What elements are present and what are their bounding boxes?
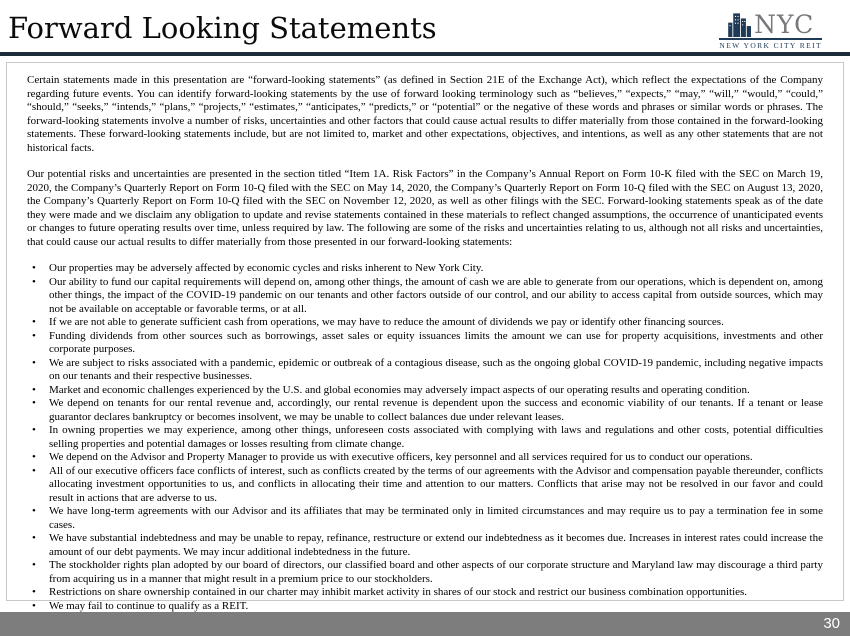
logo-top — [727, 10, 814, 37]
risk-bullet-item: • We depend on tenants for our rental revenue and, accordingly, our rental revenue is dependent upon the success and economic viability of our tenants. If a tenant or lease guarantor declares bankruptcy or becomes insolvent, we may be unable to collect balances due under relevant leases. — [27, 397, 823, 424]
risk-bullet-item: • We may fail to continue to qualify as a REIT. — [27, 600, 823, 614]
risk-bullet-item: • Funding dividends from other sources such as borrowings, asset sales or equity issuances limits the amount we can use for property acquisitions, investments and other corporate purposes. — [27, 330, 823, 357]
risk-bullet-item: • Our properties may be adversely affected by economic cycles and risks inherent to New York City. — [27, 262, 823, 276]
risk-bullet-list — [27, 262, 823, 613]
header-divider — [0, 52, 850, 56]
risk-bullet-item: • The stockholder rights plan adopted by our board of directors, our classified board and other aspects of our corporate structure and Maryland law may discourage a third party from acquiring us in a manner that might result in a premium price to our stockholders. — [27, 559, 823, 586]
risk-bullet-item: • Our ability to fund our capital requirements will depend on, among other things, the amount of cash we are able to generate from our operations, which is dependent on, among other things, the impact of the COVID-19 pandemic on our tenants and other factors outside of our control, and our ability to access capital from outside sources, which may not be available on acceptable or favorable terms, or at all. — [27, 276, 823, 317]
city-skyline-icon — [727, 10, 753, 37]
risk-bullet-item: • Market and economic challenges experienced by the U.S. and global economies may adversely impact aspects of our operating results and operating condition. — [27, 384, 823, 398]
page-number: 30 — [823, 615, 840, 632]
risk-bullet-item: • If we are not able to generate sufficient cash from operations, we may have to reduce the amount of dividends we pay or identify other financing sources. — [27, 316, 823, 330]
logo-acronym: NYC — [754, 10, 815, 39]
logo-name: NEW YORK CITY REIT — [719, 38, 822, 50]
slide-header — [0, 0, 850, 52]
risk-bullet-item: • We depend on the Advisor and Property Manager to provide us with executive officers, key personnel and all services required for us to conduct our operations. — [27, 451, 823, 465]
nyc-reit-logo — [719, 10, 822, 50]
paragraph-risk-factors: Our potential risks and uncertainties are presented in the section titled “Item 1A. Risk Factors” in the Company’s Annual Report on Form 10-K filed with the SEC on March 19, 2020, the Company’s Quarterly Report on Form 10-Q filed with the SEC on May 14, 2020, the Company’s Quarterly Report on Form 10-Q filed with the SEC on August 13, 2020, the Company’s Quarterly Report on Form 10-Q filed with the SEC on November 12, 2020, as well as other filings with the SEC. Forward-looking statements speak as of the date they were made and we disclaim any obligation to update and revise statements contained in these materials to reflect changed assumptions, the occurrence of unanticipated events or changes to future operating results over time, unless required by law. The following are some of the risks and uncertainties relating to us, although not all risks and uncertainties, that could cause our actual results to differ materially from those presented in our forward-looking statements: — [27, 168, 823, 248]
risk-bullet-item: • All of our executive officers face conflicts of interest, such as conflicts created by the terms of our agreements with the Advisor and compensation payable thereunder, conflicts allocating investment opportunities to us, and conflicts in allocating their time and attention to our matters. Conflicts that arise may not be resolved in our favor and could result in actions that are adverse to us. — [27, 465, 823, 506]
paragraph-forward-looking: Certain statements made in this presentation are “forward-looking statements” (as defined in Section 21E of the Exchange Act), which reflect the expectations of the Company regarding future events. You can identify forward-looking statements by the use of forward looking terminology such as “believes,” “expects,” “may,” “will,” “would,” “could,” “should,” “seeks,” “intends,” “plans,” “projects,” “estimates,” “anticipates,” “predicts,” or “potential” or the negative of these words and phrases or similar words or phrases. The forward-looking statements involve a number of risks, uncertainties and other factors that could cause actual results to differ materially from those contained in the forward-looking statements. These forward-looking statements include, but are not limited to, market and other expectations, objectives, and intentions, as well as any other statements that are not historical facts. — [27, 74, 823, 154]
risk-bullet-item: • We have long-term agreements with our Advisor and its affiliates that may be terminated only in limited circumstances and may require us to pay a termination fee in some cases. — [27, 505, 823, 532]
risk-bullet-item: • Restrictions on share ownership contained in our charter may inhibit market activity in shares of our stock and restrict our business combination opportunities. — [27, 586, 823, 600]
risk-bullet-item: • In owning properties we may experience, among other things, unforeseen costs associated with complying with laws and regulations and other costs, potential difficulties selling properties and potential damages or losses resulting from climate change. — [27, 424, 823, 451]
page-title: Forward Looking Statements — [8, 11, 437, 45]
risk-bullet-item: • We have substantial indebtedness and may be unable to repay, refinance, restructure or extend our indebtedness as it becomes due. Increases in interest rates could increase the amount of our debt payments. We may incur additional indebtedness in the future. — [27, 532, 823, 559]
content-box — [6, 62, 844, 612]
risk-bullet-item: • We are subject to risks associated with a pandemic, epidemic or outbreak of a contagious disease, such as the ongoing global COVID-19 pandemic, including negative impacts on our tenants and their respective businesses. — [27, 357, 823, 384]
footer-bar — [0, 612, 850, 636]
